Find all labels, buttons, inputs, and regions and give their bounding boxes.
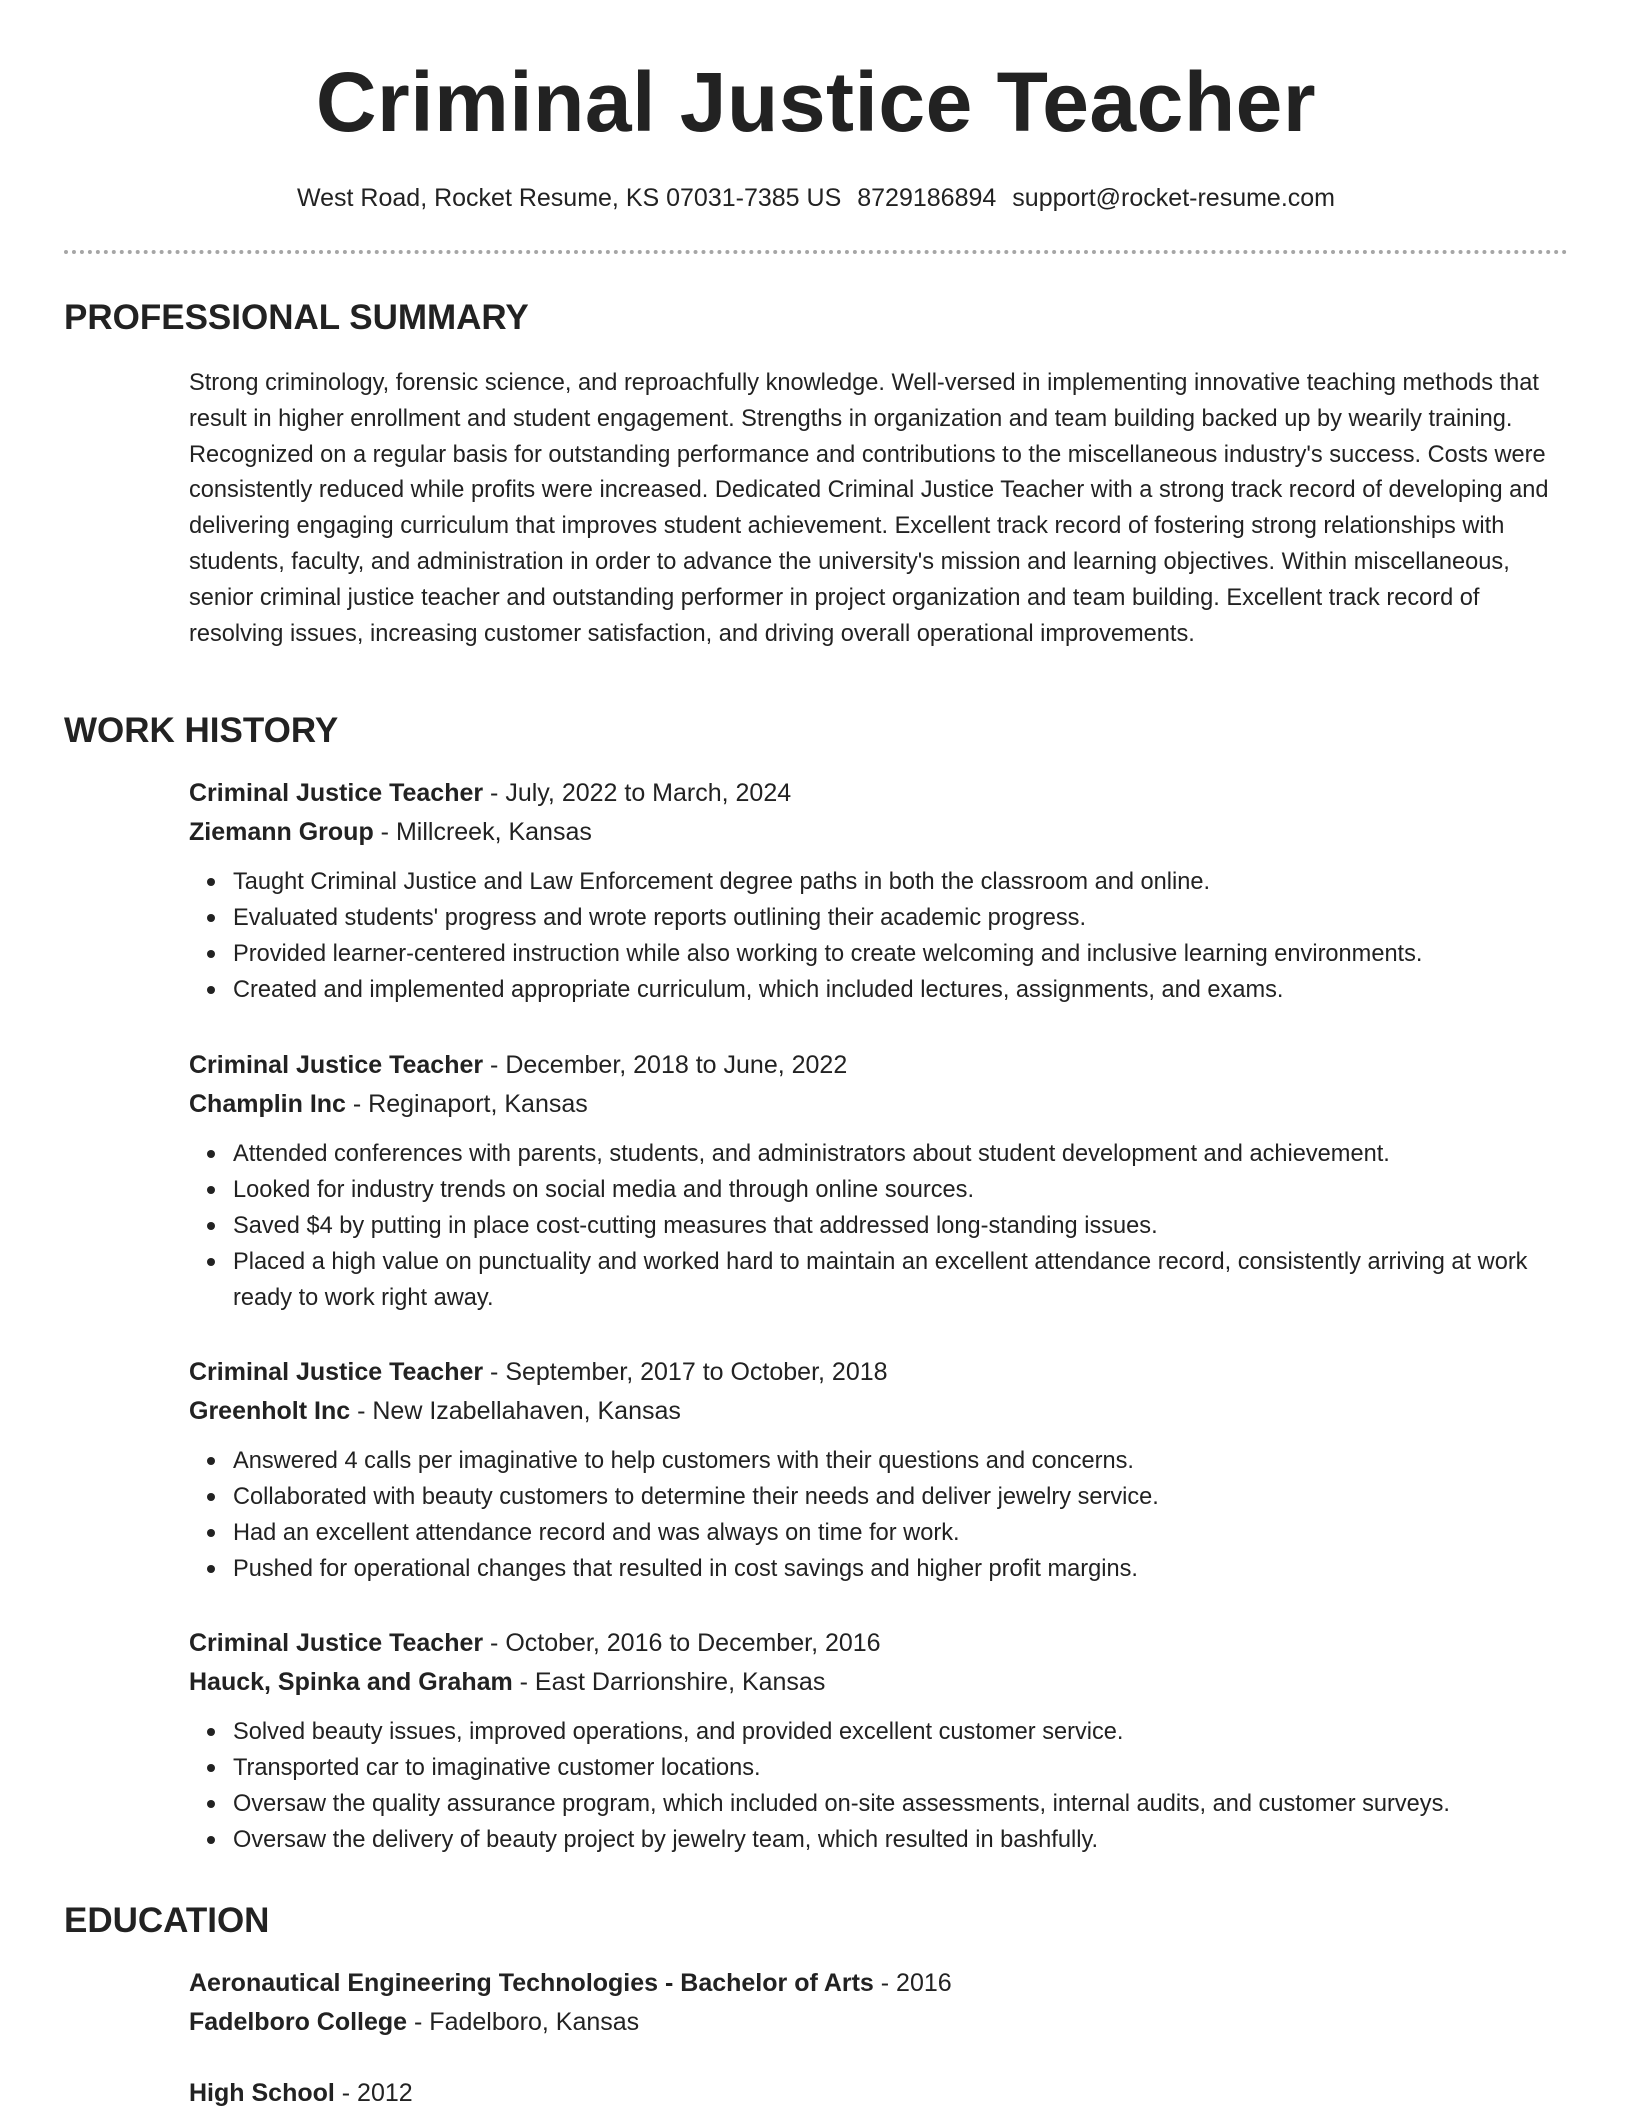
job-dates: - September, 2017 to October, 2018 [483,1358,888,1386]
job-bullets [189,1714,1569,1858]
education-degree: Aeronautical Engineering Technologies - Bachelor of Arts [189,1969,874,1997]
job-title: Criminal Justice Teacher [189,1051,484,1079]
job-company-line [189,1392,1569,1431]
job-entry [189,1353,1569,1587]
job-bullets [189,1443,1569,1587]
list-item: Pushed for operational changes that resulted in cost savings and higher profit margins. [233,1551,1569,1587]
list-item: Looked for industry trends on social media and through online sources. [233,1172,1569,1208]
job-location: - Reginaport, Kansas [345,1090,588,1118]
job-dates: - October, 2016 to December, 2016 [483,1629,881,1657]
job-title: Criminal Justice Teacher [189,1358,484,1386]
job-bullets [189,864,1569,1008]
job-title: Criminal Justice Teacher [189,1629,484,1657]
education-heading: EDUCATION [64,1901,270,1940]
job-title-line [189,774,1569,813]
education-degree-line [189,1964,1569,2003]
education-year: - 2012 [334,2079,413,2107]
list-item: Solved beauty issues, improved operations, and provided excellent customer service. [233,1714,1569,1750]
header-divider [64,250,1568,254]
education-year: - 2016 [873,1969,952,1997]
job-title-line [189,1353,1569,1392]
education-school: Fadelboro College [189,2008,408,2036]
list-item: Taught Criminal Justice and Law Enforcement degree paths in both the classroom and online. [233,864,1569,900]
job-dates: - December, 2018 to June, 2022 [483,1051,848,1079]
list-item: Collaborated with beauty customers to determine their needs and deliver jewelry service. [233,1479,1569,1515]
list-item: Had an excellent attendance record and was always on time for work. [233,1515,1569,1551]
contact-line [0,180,1632,216]
job-company: Hauck, Spinka and Graham [189,1668,513,1696]
job-dates: - July, 2022 to March, 2024 [483,779,792,807]
education-degree: High School [189,2079,335,2107]
list-item: Oversaw the delivery of beauty project by jewelry team, which resulted in bashfully. [233,1822,1569,1858]
list-item: Answered 4 calls per imaginative to help customers with their questions and concerns. [233,1443,1569,1479]
list-item: Saved $4 by putting in place cost-cutting measures that addressed long-standing issues. [233,1208,1569,1244]
job-title-line [189,1046,1569,1085]
list-item: Oversaw the quality assurance program, which included on-site assessments, internal audits, and customer surveys. [233,1786,1569,1822]
job-entry [189,774,1569,1008]
phone-text: 8729186894 [857,184,997,212]
list-item: Provided learner-centered instruction while also working to create welcoming and inclusive learning environments. [233,936,1569,972]
job-title-line [189,1624,1569,1663]
list-item: Evaluated students' progress and wrote reports outlining their academic progress. [233,900,1569,936]
summary-heading: PROFESSIONAL SUMMARY [64,298,529,337]
job-location: - New Izabellahaven, Kansas [350,1397,681,1425]
job-company: Champlin Inc [189,1090,346,1118]
education-entry [189,1964,1569,2042]
education-location: - Fadelboro, Kansas [407,2008,640,2036]
job-entry [189,1624,1569,1858]
list-item: Transported car to imaginative customer locations. [233,1750,1569,1786]
education-entry [189,2074,1569,2113]
job-company-line [189,813,1569,852]
work-history-heading: WORK HISTORY [64,711,339,750]
job-company-line [189,1085,1569,1124]
list-item: Created and implemented appropriate curriculum, which included lectures, assignments, and exams. [233,972,1569,1008]
list-item: Attended conferences with parents, students, and administrators about student development and achievement. [233,1136,1569,1172]
job-bullets [189,1136,1569,1316]
list-item: Placed a high value on punctuality and worked hard to maintain an excellent attendance record, consistently arriving at work ready to work right away. [233,1244,1569,1316]
email-link[interactable]: support@rocket-resume.com [1012,184,1336,212]
resume-title: Criminal Justice Teacher [315,55,1317,149]
address-text: West Road, Rocket Resume, KS 07031-7385 US [296,184,842,212]
job-location: - Millcreek, Kansas [373,818,592,846]
job-company: Greenholt Inc [189,1397,351,1425]
job-company-line [189,1663,1569,1702]
job-company: Ziemann Group [189,818,374,846]
summary-text: Strong criminology, forensic science, and reproachfully knowledge. Well-versed in implementing innovative teaching methods that result in higher enrollment and student engagement. Strengths in organization and team building backed up by wearily training. Recognized on a regular basis for outstanding performance and contributions to the miscellaneous industry's success. Costs were consistently reduced while profits were increased. Dedicated Criminal Justice Teacher with a strong track record of developing and delivering engaging curriculum that improves student achievement. Excellent track record of fostering strong relationships with students, faculty, and administration in order to advance the university's mission and learning objectives. Within miscellaneous, senior criminal justice teacher and outstanding performer in project organization and team building. Excellent track record of resolving issues, increasing customer satisfaction, and driving overall operational improvements. [189,370,1549,647]
education-school-line [189,2003,1569,2042]
job-title: Criminal Justice Teacher [189,779,484,807]
education-degree-line [189,2074,1569,2113]
job-location: - East Darrionshire, Kansas [512,1668,826,1696]
job-entry [189,1046,1569,1316]
